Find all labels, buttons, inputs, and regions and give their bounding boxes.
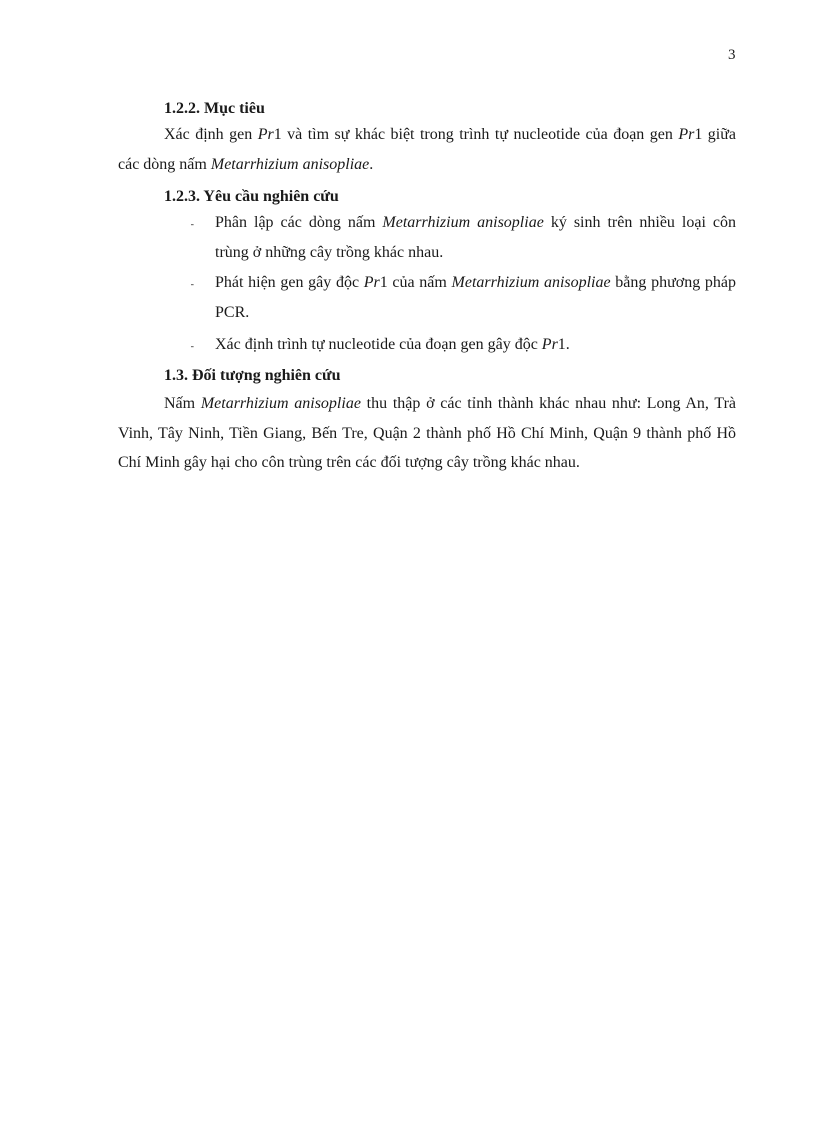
requirement-item [190,268,736,327]
requirement-text: Xác định trình tự nucleotide của đoạn gen gây độc Pr1. [215,336,570,353]
bullet-marker: ⁃ [190,342,195,352]
italic-term: Pr [678,126,695,143]
page-number: 3 [728,47,736,63]
section-heading-doi-tuong: 1.3. Đối tượng nghiên cứu [164,367,341,384]
italic-term: Pr [257,126,274,143]
requirement-item [190,208,736,267]
italic-term: Pr [363,274,380,291]
requirement-item [190,330,736,360]
italic-term: Metarrhizium anisopliae [210,155,370,173]
requirement-text: Phát hiện gen gây độc Pr1 của nấm Metarrhizium anisopliae bằng phương pháp PCR. [215,274,737,321]
italic-term: Metarrhizium anisopliae [382,214,544,231]
bullet-marker: ⁃ [190,280,195,290]
italic-term: Pr [541,336,558,353]
requirement-text: Phân lập các dòng nấm Metarrhizium anisopliae ký sinh trên nhiều loại côn trùng ở những cây trồng khác nhau. [215,214,737,261]
section-heading-muc-tieu: 1.2.2. Mục tiêu [164,100,265,117]
italic-term: Metarrhizium anisopliae [200,395,361,412]
bullet-marker: ⁃ [190,220,195,230]
subject-paragraph: Nấm Metarrhizium anisopliae thu thập ở các tỉnh thành khác nhau như: Long An, Trà Vinh, Tây Ninh, Tiền Giang, Bến Tre, Quận 2 thành phố Hồ Chí Minh, Quận 9 thành phố Hồ Chí Minh gây hại cho côn trùng trên các đối tượng cây trồng khác nhau. [118,395,737,471]
section-heading-yeu-cau: 1.2.3. Yêu cầu nghiên cứu [164,188,339,205]
italic-term: Metarrhizium anisopliae [451,274,611,291]
objective-paragraph: Xác định gen Pr1 và tìm sự khác biệt trong trình tự nucleotide của đoạn gen Pr1 giữa các dòng nấm Metarrhizium anisopliae. [118,126,737,173]
